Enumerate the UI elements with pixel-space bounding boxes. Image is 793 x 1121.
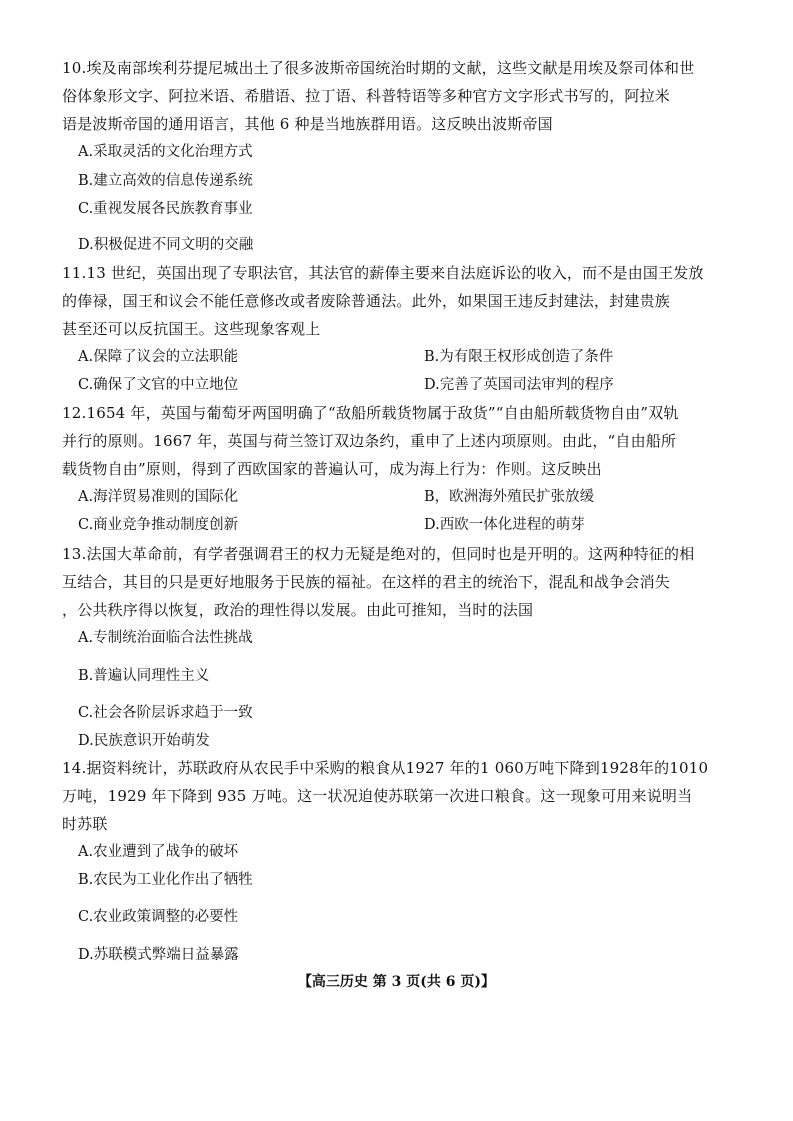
- question-text-line: 13.法国大革命前，有学者强调君王的权力无疑是绝对的，但同时也是开明的。这两种特征的相: [62, 545, 695, 563]
- question-text-line: 并行的原则。1667 年，英国与荷兰签订双边条约，重申了上述内项原则。由此，“自由船所: [62, 432, 677, 450]
- option-b: B.普遍认同理性主义: [78, 668, 210, 684]
- option-b: B.农民为工业化作出了牺牲: [78, 872, 253, 888]
- option-b: B.建立高效的信息传递系统: [78, 173, 253, 189]
- option-d: D.民族意识开始萌发: [78, 733, 210, 749]
- question-text-line: 11.13 世纪，英国出现了专职法官，其法官的薪俸主要来自法庭诉讼的收入，而不是由国王发放: [62, 264, 704, 282]
- question-text-line: 12.1654 年，英国与葡萄牙两国明确了“敌船所载货物属于敌货”“自由船所载货物自由”双轨: [62, 404, 679, 422]
- option-c: C.商业竞争推动制度创新: [78, 517, 239, 533]
- option-b: B，欧洲海外殖民扩张放缓: [424, 489, 595, 505]
- option-c: C.重视发展各民族教育事业: [78, 201, 253, 217]
- page-footer: 【高三历史 第 3 页(共 6 页)】: [297, 974, 496, 990]
- option-a: A.专制统治面临合法性挑战: [78, 630, 253, 646]
- option-c: C.确保了文官的中立地位: [78, 377, 239, 393]
- question-text-line: 时苏联: [62, 815, 108, 833]
- question-text-line: 万吨，1929 年下降到 935 万吨。这一状况迫使苏联第一次进口粮食。这一现象可用来说明当: [62, 787, 693, 805]
- option-a: A.农业遭到了战争的破坏: [78, 844, 239, 860]
- option-c: C.社会各阶层诉求趋于一致: [78, 705, 253, 721]
- option-d: D.西欧一体化进程的萌芽: [424, 517, 585, 533]
- question-text-line: 载货物自由”原则，得到了西欧国家的普遍认可，成为海上行为：作则。这反映出: [62, 460, 602, 478]
- option-d: D.完善了英国司法审判的程序: [424, 377, 614, 393]
- option-c: C.农业政策调整的必要性: [78, 909, 239, 925]
- question-text-line: 俗体象形文字、阿拉米语、希腊语、拉丁语、科普特语等多种官方文字形式书写的，阿拉米: [62, 87, 671, 105]
- option-d: D.苏联模式弊端日益暴露: [78, 947, 239, 963]
- question-text-line: 10.埃及南部埃利芬提尼城出土了很多波斯帝国统治时期的文献，这些文献是用埃及祭司体和世: [62, 59, 695, 77]
- option-a: A.采取灵活的文化治理方式: [78, 144, 253, 160]
- option-a: A.保障了议会的立法职能: [78, 349, 239, 365]
- question-text-line: 甚至还可以反抗国王。这些现象客观上: [62, 320, 321, 338]
- question-text-line: 14.据资料统计，苏联政府从农民手中采购的粮食从1927 年的1 060万吨下降到1928年的1010: [62, 759, 709, 777]
- option-d: D.积极促进不同文明的交融: [78, 237, 254, 253]
- question-text-line: 的俸禄，国王和议会不能任意修改或者废除普通法。此外，如果国王违反封建法，封建贵族: [62, 292, 671, 310]
- question-text-line: 互结合，其目的只是更好地服务于民族的福祉。在这样的君主的统治下，混乱和战争会消失: [62, 573, 671, 591]
- option-b: B.为有限王权形成创造了条件: [424, 349, 614, 365]
- question-text-line: 语是波斯帝国的通用语言，其他 6 种是当地族群用语。这反映出波斯帝国: [62, 115, 553, 133]
- question-text-line: ，公共秩序得以恢复，政治的理性得以发展。由此可推知，当时的法国: [62, 601, 534, 619]
- option-a: A.海洋贸易准则的国际化: [78, 489, 239, 505]
